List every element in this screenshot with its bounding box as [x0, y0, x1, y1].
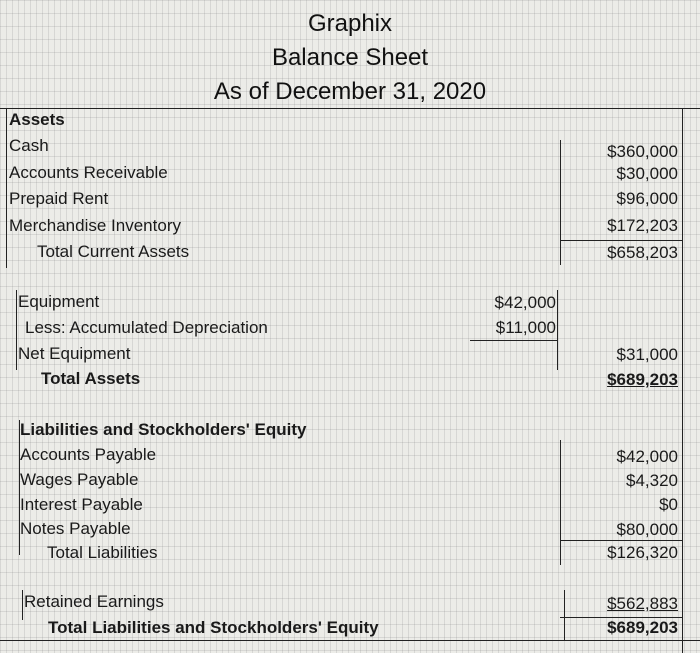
header-divider	[0, 108, 700, 109]
prepaid-rent-amount: $96,000	[616, 189, 678, 208]
subtotal-line-assets	[560, 240, 682, 241]
ar-amount: $30,000	[616, 164, 678, 183]
accounts-payable-amount: $42,000	[616, 447, 678, 466]
left-border-equity	[22, 590, 23, 620]
total-assets-amount: $689,203	[607, 370, 678, 389]
retained-earnings-amount: $562,883	[607, 594, 678, 613]
total-current-assets-label: Total Current Assets	[37, 242, 190, 261]
inventory-label: Merchandise Inventory	[9, 216, 181, 235]
accum-dep-label: Less: Accumulated Depreciation	[25, 318, 268, 337]
col-divider-4	[564, 590, 565, 640]
retained-earnings-label: Retained Earnings	[24, 592, 164, 611]
total-current-assets-amount: $658,203	[607, 243, 678, 262]
wages-payable-amount: $4,320	[626, 471, 678, 490]
interest-payable-label: Interest Payable	[20, 495, 143, 514]
wages-payable-label: Wages Payable	[20, 470, 139, 489]
inventory-amount: $172,203	[607, 216, 678, 235]
cash-amount: $360,000	[607, 142, 678, 161]
col-divider-1	[560, 140, 561, 265]
net-equipment-label: Net Equipment	[18, 344, 131, 363]
interest-payable-amount: $0	[659, 495, 678, 514]
left-border-assets	[6, 108, 7, 268]
subtotal-line-depreciation	[470, 340, 557, 341]
notes-payable-amount: $80,000	[616, 520, 678, 539]
assets-heading: Assets	[9, 110, 65, 129]
total-liab-equity-amount: $689,203	[607, 618, 678, 637]
liabilities-heading: Liabilities and Stockholders' Equity	[20, 420, 307, 439]
net-equipment-amount: $31,000	[616, 345, 678, 364]
total-liabilities-label: Total Liabilities	[47, 543, 158, 562]
total-liabilities-amount: $126,320	[607, 543, 678, 562]
equipment-label: Equipment	[18, 292, 100, 311]
prepaid-rent-label: Prepaid Rent	[9, 189, 109, 208]
balance-sheet-header	[0, 0, 700, 108]
left-border-equipment	[16, 290, 17, 370]
notes-payable-label: Notes Payable	[20, 519, 131, 538]
company-name: Graphix	[307, 10, 393, 37]
ar-label: Accounts Receivable	[9, 163, 168, 182]
cash-label: Cash	[9, 136, 49, 155]
col-divider-3	[560, 440, 561, 565]
total-liab-equity-label: Total Liabilities and Stockholders' Equity	[48, 618, 379, 637]
col-divider-2	[557, 290, 558, 370]
right-border	[682, 108, 683, 653]
accounts-payable-label: Accounts Payable	[20, 445, 157, 464]
total-assets-label: Total Assets	[41, 369, 141, 388]
equipment-amount: $42,000	[494, 293, 556, 312]
accum-dep-amount: $11,000	[495, 318, 556, 337]
bottom-border	[0, 640, 700, 641]
statement-title: Balance Sheet	[271, 44, 429, 71]
statement-date: As of December 31, 2020	[213, 78, 487, 105]
